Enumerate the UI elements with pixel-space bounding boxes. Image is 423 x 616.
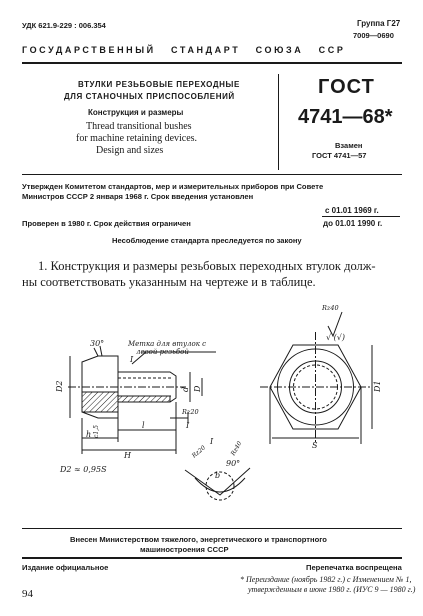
title-divider <box>278 74 279 170</box>
body-paragraph-line2: ны соответствовать указанным на чертеже и в таблице. <box>22 275 316 289</box>
dim-D2: D2 <box>55 380 64 392</box>
angle-90-label: 90° <box>226 459 241 468</box>
reissue-note-line1: * Переиздание (ноябрь 1982 г.) с Изменением № 1, <box>240 575 412 584</box>
dim-d: d <box>181 386 190 392</box>
group-code: Группа Г27 <box>357 19 401 28</box>
section-i-label: I <box>186 421 190 430</box>
legal-warning: Несоблюдение стандарта преследуется по закону <box>112 236 302 245</box>
title-en-line2: for machine retaining devices. <box>76 133 198 144</box>
detail-roughness-1: Rz20 <box>190 444 208 460</box>
footer-rule-top <box>22 528 402 529</box>
ministry-line1: Внесен Министерством тяжелого, энергетического и транспортного <box>70 535 327 544</box>
detail-roughness-2: Rz40 <box>229 440 244 457</box>
dim-h: h <box>86 430 92 439</box>
ministry-line2: машиностроения СССР <box>140 545 229 554</box>
title-en-line1: Thread transitional bushes <box>86 121 192 132</box>
dim-b: b <box>215 471 221 480</box>
roughness-ra20: Rz20 <box>182 408 199 416</box>
title-ru-line1: ВТУЛКИ РЕЗЬБОВЫЕ ПЕРЕХОДНЫЕ <box>78 80 240 89</box>
date-from: с 01.01 1969 г. <box>325 206 379 215</box>
roughness-symbol: √ (√) <box>326 333 345 342</box>
header-rule <box>22 62 402 64</box>
approval-line1: Утвержден Комитетом стандартов, мер и измерительных приборов при Совете <box>22 182 324 191</box>
title-en-line3: Design and sizes <box>96 145 164 156</box>
page-number: 94 <box>22 588 33 600</box>
dim-S: S <box>312 441 318 450</box>
mark-note-line2: левой резьбой <box>136 348 189 356</box>
standard-banner: ГОСУДАРСТВЕННЫЙ СТАНДАРТ СОЮЗА ССР <box>22 45 346 55</box>
dim-H: H <box>124 451 131 460</box>
date-to: до 01.01 1990 г. <box>323 219 383 228</box>
replaces-value: ГОСТ 4741—57 <box>312 151 367 160</box>
date-separator <box>322 216 400 217</box>
section-i-label-top: I <box>130 355 134 364</box>
title-rule <box>22 174 402 175</box>
chamfer-label: c1,5 <box>93 425 100 438</box>
dim-l: l <box>142 421 145 430</box>
detail-i-label: I <box>210 437 214 446</box>
gost-number: 4741—68* <box>298 106 393 128</box>
checked-line: Проверен в 1980 г. Срок действия ограничен <box>22 219 191 228</box>
footer-rule-bottom <box>22 557 402 559</box>
official-edition: Издание официальное <box>22 563 109 572</box>
body-paragraph-line1: 1. Конструкция и размеры резьбовых переходных втулок долж- <box>38 259 376 273</box>
bushing-technical-drawing <box>20 300 410 522</box>
mark-note-line1: Метка для втулок с <box>128 340 207 348</box>
dim-D1: D1 <box>373 380 382 392</box>
title-ru-line2: ДЛЯ СТАНОЧНЫХ ПРИСПОСОБЛЕНИЙ <box>64 92 235 101</box>
reprint-prohibited: Перепечатка воспрещена <box>306 563 402 572</box>
roughness-rz40: Rz40 <box>322 304 339 312</box>
dim-D: D <box>193 385 202 392</box>
gost-label: ГОСТ <box>318 76 375 98</box>
d2-formula: D2 ≈ 0,95S <box>60 465 107 474</box>
title-ru-subtitle: Конструкция и размеры <box>88 108 184 117</box>
section-hatch <box>82 392 118 412</box>
replaces-label: Взамен <box>335 141 363 150</box>
udk-code: УДК 621.9-229 : 006.354 <box>22 21 106 30</box>
angle-30-label: 30° <box>90 339 105 348</box>
okp-code: 7009—0690 <box>353 31 394 40</box>
reissue-note-line2: утвержденным в июне 1980 г. (ИУС 9 — 1980 г.) <box>248 585 416 594</box>
approval-line2: Министров СССР 2 января 1968 г. Срок введения установлен <box>22 192 254 201</box>
